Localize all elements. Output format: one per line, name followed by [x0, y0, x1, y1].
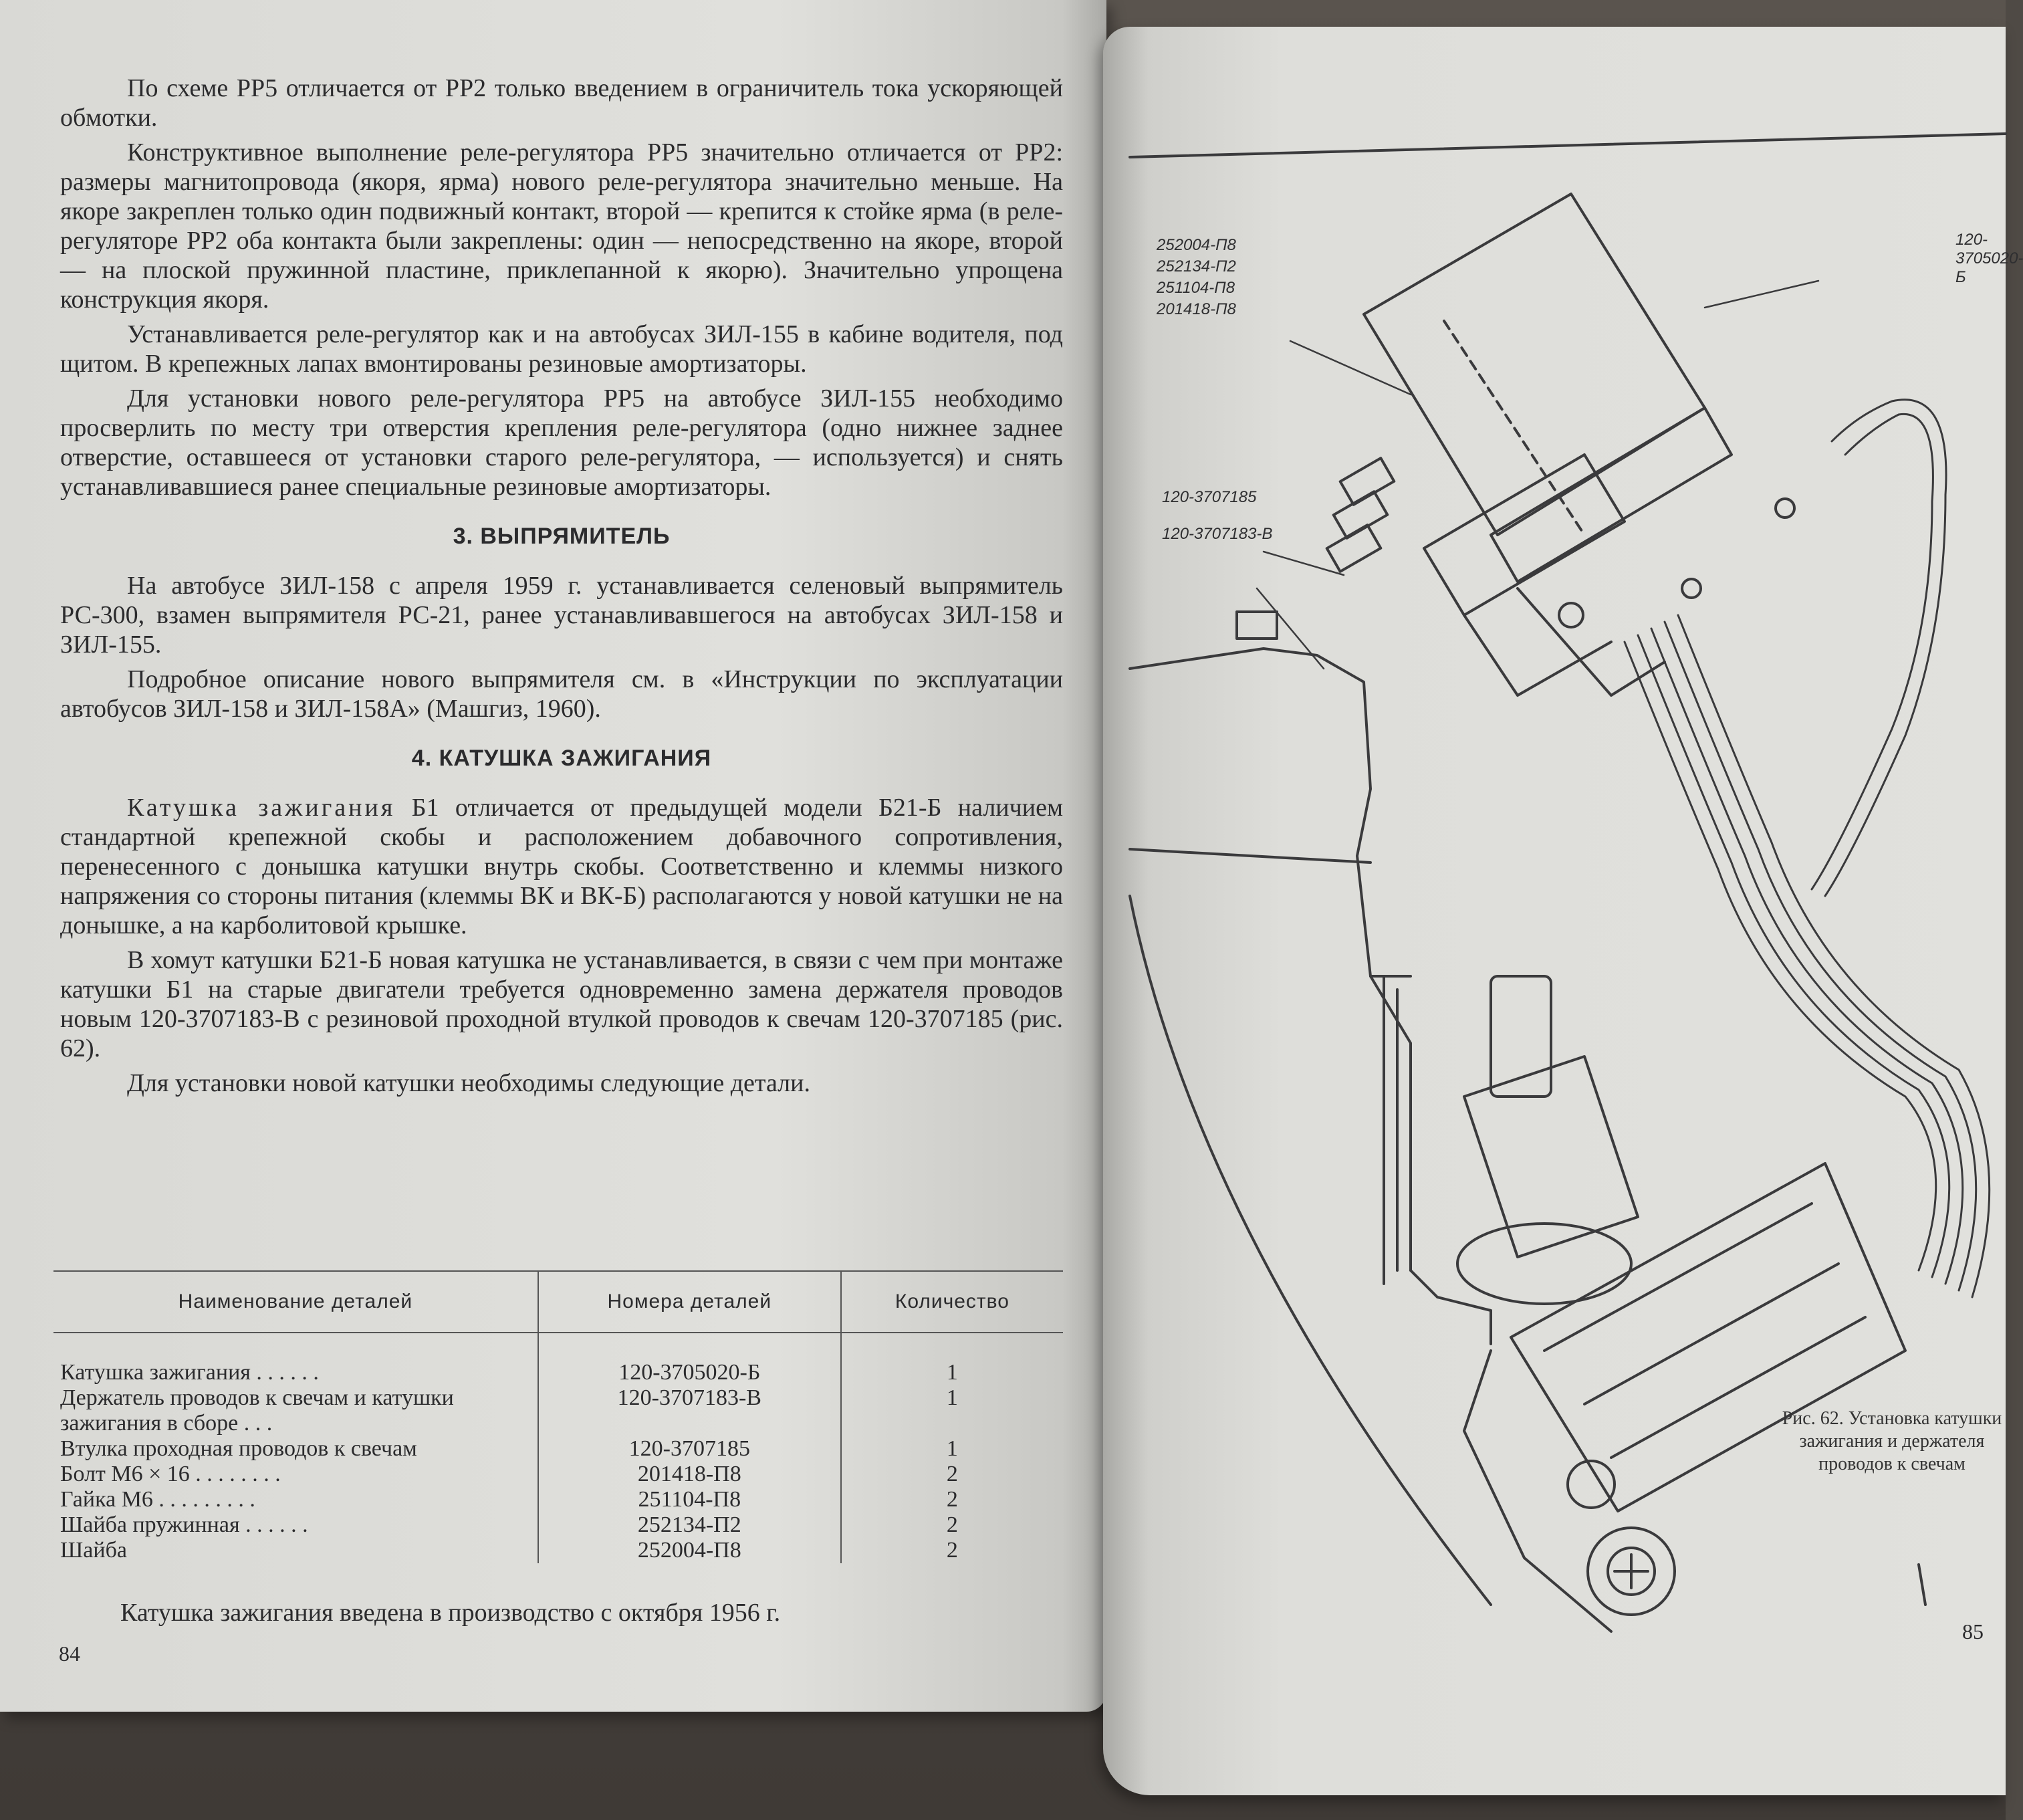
table-row — [53, 1333, 1063, 1385]
paragraph: По схеме РР5 отличается от РР2 только введением в ограничитель тока ускоряющей обмотки. — [60, 74, 1063, 132]
callout-spring-washer: 252134-П2 — [1157, 257, 1236, 275]
part-name: Шайба пружинная . . . . . . — [60, 1512, 308, 1537]
column-header-name: Наименование деталей — [53, 1271, 538, 1333]
part-number: 201418-П8 — [538, 1462, 841, 1487]
paragraph — [60, 793, 1063, 940]
part-number: 252134-П2 — [538, 1512, 841, 1538]
section-title-rectifier: 3. ВЫПРЯМИТЕЛЬ — [453, 524, 671, 549]
closing-line: Катушка зажигания введена в производство с октября 1956 г. — [120, 1599, 781, 1627]
left-page-text — [60, 74, 1063, 1103]
part-number: 120-3705020-Б — [538, 1333, 841, 1385]
figure-border-line — [1130, 134, 2006, 157]
part-quantity: 2 — [841, 1487, 1063, 1512]
paragraph: Конструктивное выполнение реле-регулятора РР5 значительно отличается от РР2: размеры магнитопровода (якоря, ярма) нового реле-регулятора значительно меньше. На якоре закреплен только один подвижный контакт, второй — крепится к стойке ярма (в реле-регуляторе РР2 оба контакта были закреплены: один — непосредственно на якоре, второй — на плоской пружинной пластине, приклепанной к якорю). Значительно упрощена конструкция якоря. — [60, 138, 1063, 314]
figure-caption: Рис. 62. Установка катушки зажигания и держателя проводов к свечам — [1782, 1408, 2002, 1474]
page-number-left: 84 — [59, 1641, 80, 1666]
part-name: Держатель проводов к свечам и катушки зажигания в сборе . . . — [60, 1385, 454, 1436]
table-row — [53, 1385, 1063, 1436]
callout-coil-number: 120-3705020-Б — [1955, 231, 2023, 286]
section-title-ignition-coil: 4. КАТУШКА ЗАЖИГАНИЯ — [411, 746, 712, 771]
ignition-coil-installation-drawing — [1116, 94, 2006, 1605]
pulley — [1588, 1528, 1675, 1615]
part-quantity: 1 — [841, 1385, 1063, 1436]
ignition-coil — [1364, 194, 1794, 695]
part-quantity: 2 — [841, 1538, 1063, 1563]
paragraph: В хомут катушки Б21-Б новая катушка не устанавливается, в связи с чем при монтаже катушки Б1 на старые двигатели требуется одновременно замена держателя проводов новым 120-3707183-В с резиновой проходной втулкой проводов к свечам 120-3707185 (рис. 62). — [60, 946, 1063, 1062]
part-name: Шайба — [60, 1538, 127, 1563]
part-number: 252004-П8 — [538, 1538, 841, 1563]
distributor — [1457, 976, 1905, 1631]
callout-holder: 120-3707183-В — [1162, 525, 1273, 543]
right-page — [1103, 27, 2023, 1795]
paragraph: Для установки новой катушки необходимы следующие детали. — [127, 1069, 810, 1097]
part-number: 120-3707183-В — [538, 1385, 841, 1436]
part-number: 120-3707185 — [538, 1436, 841, 1462]
table-row — [53, 1462, 1063, 1487]
table-row — [53, 1512, 1063, 1538]
engine-housing — [1130, 649, 1491, 1605]
mounting-bolts — [1237, 458, 1394, 639]
part-quantity: 2 — [841, 1512, 1063, 1538]
part-name: Втулка проходная проводов к свечам — [60, 1436, 417, 1461]
column-header-quantity: Количество — [841, 1271, 1063, 1333]
part-name: Болт М6 × 16 . . . . . . . . — [60, 1462, 281, 1486]
column-header-number: Номера деталей — [538, 1271, 841, 1333]
part-name: Гайка М6 . . . . . . . . . — [60, 1487, 255, 1512]
page-number-right: 85 — [1962, 1619, 1984, 1643]
callout-bolt: 201418-П8 — [1157, 300, 1236, 318]
paragraph: Устанавливается реле-регулятор как и на автобусах ЗИЛ-155 в кабине водителя, под щитом. В крепежных лапах вмонтированы резиновые амортизаторы. — [60, 320, 1063, 378]
part-name: Катушка зажигания . . . . . . — [60, 1360, 319, 1385]
part-quantity: 1 — [841, 1436, 1063, 1462]
callout-bushing: 120-3707185 — [1162, 488, 1257, 506]
spark-plug-wires — [1625, 400, 1990, 1297]
paragraph: Для установки нового реле-регулятора РР5 на автобусе ЗИЛ-155 необходимо просверлить по месту три отверстия крепления реле-регулятора (одно нижнее заднее отверстие, оставшееся от установки старого реле-регулятора, — используется) и снять устанавливавшиеся ранее специальные резиновые амортизаторы. — [60, 384, 1063, 501]
part-quantity: 1 — [841, 1333, 1063, 1385]
part-number: 251104-П8 — [538, 1487, 841, 1512]
paragraph: На автобусе ЗИЛ-158 с апреля 1959 г. устанавливается селеновый выпрямитель РС-300, взамен выпрямителя РС-21, ранее устанавливавшегося на автобусах ЗИЛ-158 и ЗИЛ-155. — [60, 572, 1063, 659]
part-quantity: 2 — [841, 1462, 1063, 1487]
parts-table — [53, 1270, 1063, 1563]
table-header-row — [53, 1271, 1063, 1333]
table-row — [53, 1436, 1063, 1462]
paragraph: Подробное описание нового выпрямителя см. в «Инструкции по эксплуатации автобусов ЗИЛ-158 и ЗИЛ-158А» (Машгиз, 1960). — [60, 665, 1063, 723]
table-row — [53, 1487, 1063, 1512]
callout-washer: 252004-П8 — [1157, 236, 1236, 254]
edge-line — [1919, 1565, 1925, 1605]
paragraph-text: Б1 отличается от предыдущей модели Б21-Б наличием стандартной крепежной скобы и расположением добавочного сопротивления, перенесенного с донышка катушки внутрь скобы. Соответственно и клеммы низкого напряжения со стороны питания (клеммы ВК и ВК-Б) располагаются у новой катушки не на донышке, а на карболитовой крышке. — [60, 794, 1063, 939]
callout-nut: 251104-П8 — [1157, 279, 1235, 297]
table-row — [53, 1538, 1063, 1563]
emphasized-term: Катушка зажигания — [127, 794, 396, 822]
